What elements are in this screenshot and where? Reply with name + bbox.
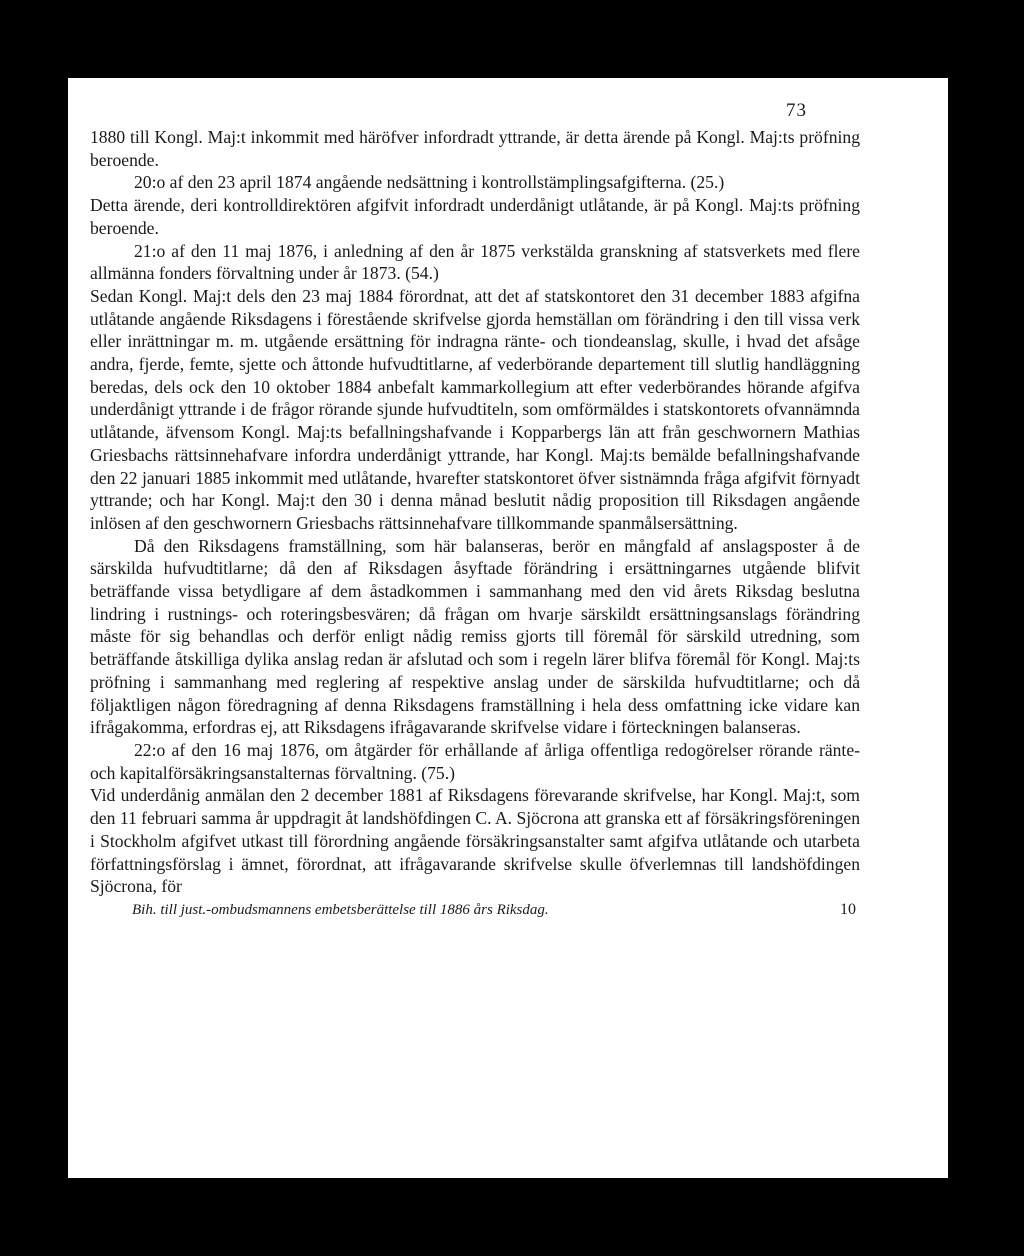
footer-note: Bih. till just.-ombudsmannens embetsberättelse till 1886 års Riksdag. [132, 901, 549, 918]
page-footer [90, 899, 860, 922]
item-21-body: Sedan Kongl. Maj:t dels den 23 maj 1884 förordnat, att det af statskontoret den 31 december 1883 afgifna utlåtande angående Riksdagens i förestående skrifvelse gjorda hemställan om förändring i den till vissa verk eller inrättningar m. m. utgående ersättning för indragna ränte- och tiondeanslag, skulle, i hvad det afsåge andra, fjerde, femte, sjette och åttonde hufvudtitlarne, af vederbörande departement till slutlig handläggning beredas, dels ock den 10 oktober 1884 anbefalt kammarkollegium att efter vederbörandes hörande afgifva underdånigt yttrande i de frågor rörande sjunde hufvudtiteln, som omförmäldes i statskontorets ofvannämnda utlåtande, äfvensom Kongl. Maj:ts befallningshafvande i Kopparbergs län att från geschwornern Mathias Griesbachs rättsinnehafvare infordra underdånigt yttrande, har Kongl. Maj:ts bemälde befallningshafvande den 22 januari 1885 inkommit med utlåtande, hvarefter statskontoret öfver sistnämnda fråga afgifvit förnyadt yttrande; och har Kongl. Maj:t den 30 i denna månad beslutit nådig proposition till Riksdagen angående inlösen af den geschwornern Griesbachs rättsinnehafvare tillkommande spanmålsersättning. [90, 285, 860, 533]
signature-mark: 10 [840, 900, 856, 918]
item-21-heading: 21:o af den 11 maj 1876, i anledning af den år 1875 verkstälda granskning af statsverkets med flere allmänna fonders förvaltning under år 1873. (54.) [90, 240, 860, 284]
item-22-heading: 22:o af den 16 maj 1876, om åtgärder för erhållande af årliga offentliga redogörelser rörande ränte- och kapitalförsäkringsanstalternas förvaltning. (75.) [90, 739, 860, 783]
item-20-heading: 20:o af den 23 april 1874 angående nedsättning i kontrollstämplingsafgifterna. (25.) [134, 172, 725, 193]
page-number: 73 [786, 100, 807, 121]
paragraph-da: Då den Riksdagens framställning, som här balanseras, berör en mångfald af anslagsposter å de särskilda hufvudtitlarne; då den af Riksdagen åsyftade förändring i ersättningarnes utgående blifvit beträffande vissa betydligare af dem åstadkommen i sammanhang med den vid årets Riksdag beslutna lindring i rustnings- och roteringsbesvären; då frågan om hvarje särskildt ersättningsanslags förändring måste för sig behandlas och derför enligt nådig remiss gjorts till föremål för särskild utredning, som beträffande åtskilliga dylika anslag redan är afslutad och som i regeln lärer blifva föremål för Kongl. Maj:ts pröfning i sammanhang med reglering af respektive anslag under de särskilda hufvudtitlarne; och då följaktligen någon föredragning af denna Riksdagens framställning i hela dess omfattning icke vidare kan ifrågakomma, erfordras ej, att Riksdagens ifrågavarande skrifvelse vidare i förteckningen balanseras. [90, 535, 860, 738]
item-22-body: Vid underdånig anmälan den 2 december 1881 af Riksdagens förevarande skrifvelse, har Kongl. Maj:t, som den 11 februari samma år uppdragit åt landshöfdingen C. A. Sjöcrona att granska ett af försäkringsföreningen i Stockholm afgifvet utkast till förordning angående försäkringsanstalter samt afgifva utlåtande och utarbeta författningsförslag i ämnet, förordnat, att ifrågavarande skrifvelse skulle öfverlemnas till landshöfdingen Sjöcrona, för [90, 785, 860, 897]
document-page [68, 78, 948, 1178]
paragraph-1880: 1880 till Kongl. Maj:t inkommit med häröfver infordradt yttrande, är detta ärende på Kongl. Maj:ts pröfning beroende. [90, 127, 860, 170]
page-body [90, 126, 860, 922]
item-20-body: Detta ärende, deri kontrolldirektören afgifvit infordradt underdånigt utlåtande, är på Kongl. Maj:ts pröfning beroende. [90, 195, 860, 238]
